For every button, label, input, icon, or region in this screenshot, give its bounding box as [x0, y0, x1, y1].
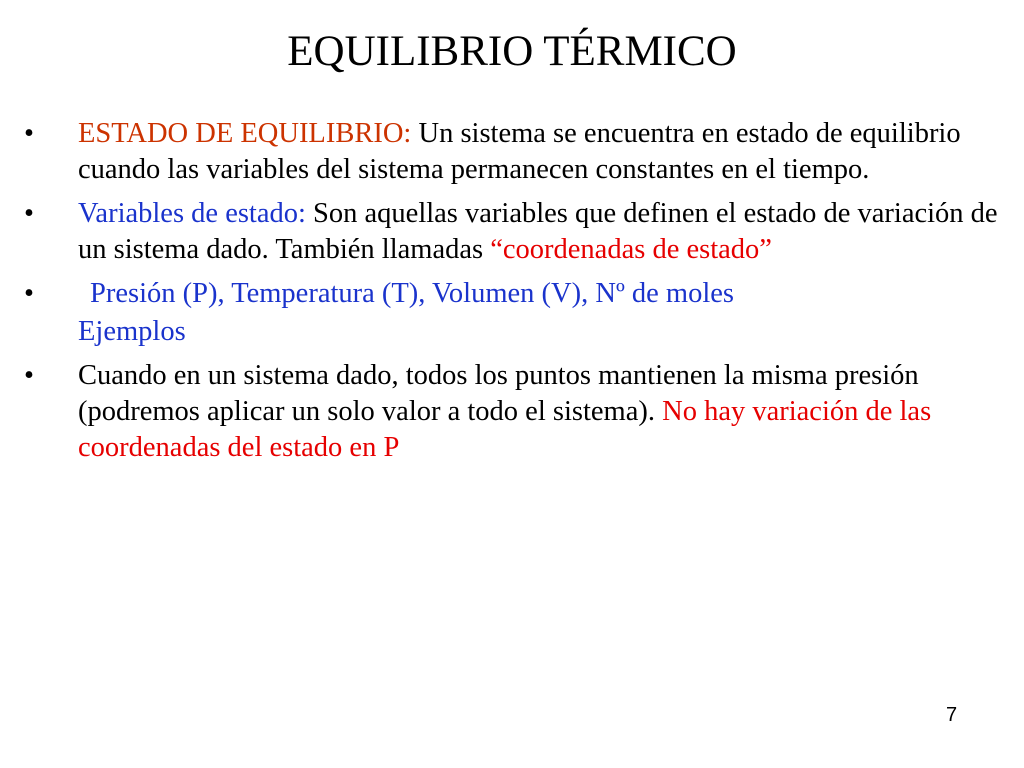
- page-number: 7: [946, 704, 958, 726]
- list-item-variables-estado: [0, 196, 1024, 268]
- bullet-icon: •: [24, 360, 34, 391]
- presion-example-text: Cuando en un sistema dado, todos los puntos mantienen la misma presión (podremos aplicar un solo valor a todo el sistema).: [78, 360, 919, 427]
- list-item-presion-ejemplo: [0, 358, 1024, 466]
- term-estado-equilibrio: ESTADO DE EQUILIBRIO:: [78, 118, 412, 149]
- list-item-variables-ejemplo: [0, 276, 1024, 312]
- variables-list-text: Presión (P), Temperatura (T), Volumen (V), Nº de moles: [90, 278, 735, 309]
- bullet-list: [0, 116, 1024, 474]
- highlight-no-variacion: No hay variación de las coordenadas del estado en P: [78, 396, 932, 463]
- definition-estado-equilibrio: Un sistema se encuentra en estado de equilibrio cuando las variables del sistema permanecen constantes en el tiempo.: [78, 118, 961, 185]
- definition-variables-estado: Son aquellas variables que definen el estado de variación de un sistema dado. También llamadas: [78, 198, 998, 265]
- bullet-icon: •: [24, 278, 34, 309]
- highlight-coordenadas: “coordenadas de estado”: [490, 234, 772, 265]
- bullet-icon: •: [24, 198, 34, 229]
- term-variables-estado: Variables de estado:: [78, 198, 306, 229]
- list-item-estado-equilibrio: [0, 116, 1024, 188]
- bullet-icon: •: [24, 118, 34, 149]
- slide-title: EQUILIBRIO TÉRMICO: [287, 28, 737, 75]
- list-item-ejemplos: [0, 314, 1024, 350]
- ejemplos-label: Ejemplos: [78, 316, 186, 347]
